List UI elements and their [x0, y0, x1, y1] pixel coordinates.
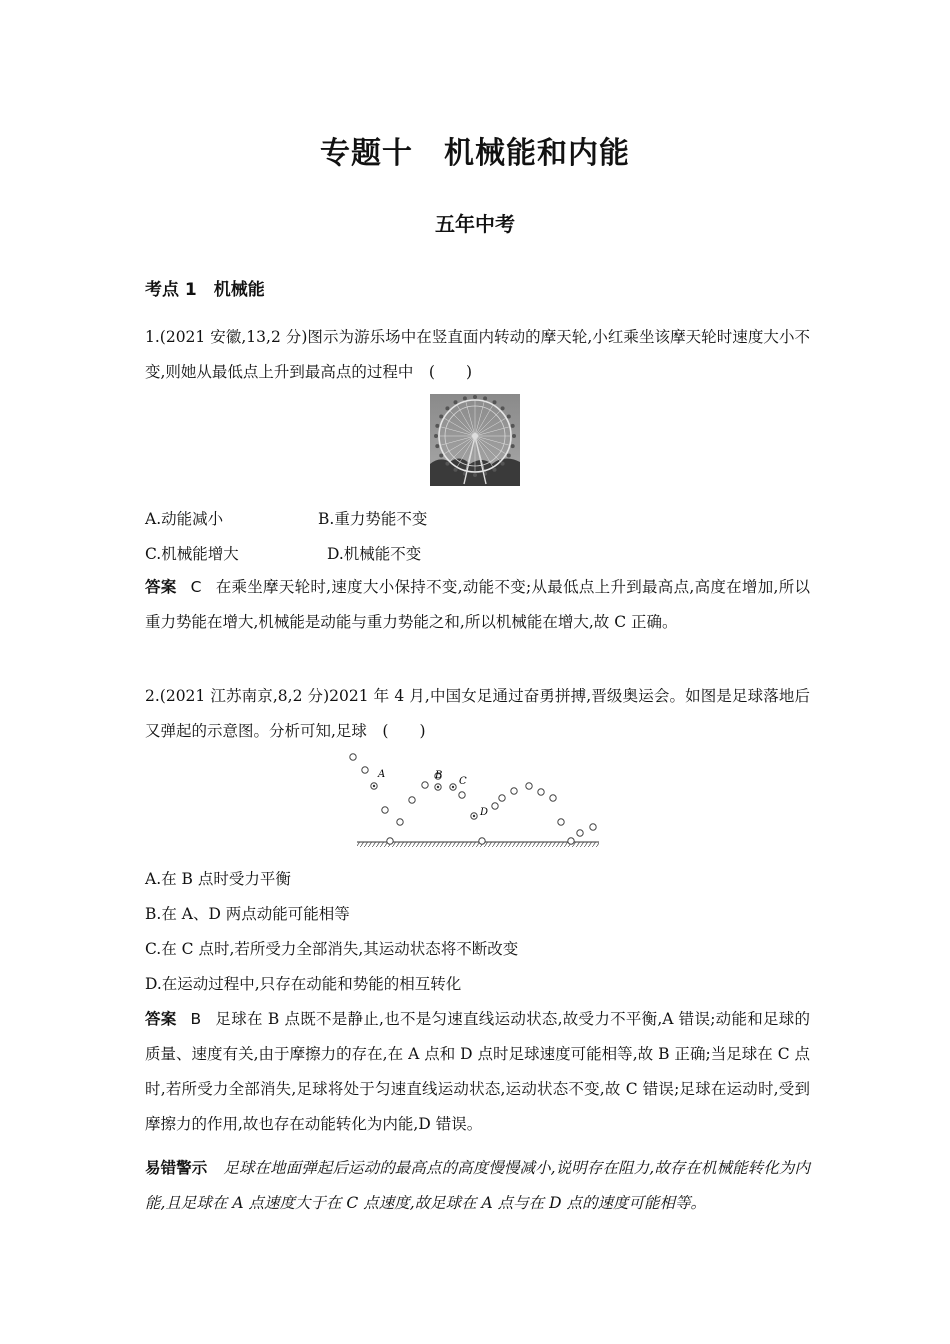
ball-position — [492, 803, 498, 809]
ball-position — [362, 767, 368, 773]
q1-option-a: A.动能减小 — [145, 510, 224, 528]
ferris-wheel-cabin — [507, 454, 511, 458]
ferris-wheel-cabin — [463, 396, 467, 400]
q1-answer-letter: C — [190, 578, 202, 596]
ferris-wheel-cabin — [501, 462, 505, 466]
ferris-wheel-cabin — [511, 424, 515, 428]
q2-option-d: D.在运动过程中,只存在动能和势能的相互转化 — [145, 975, 462, 993]
ferris-wheel-cabin — [512, 434, 516, 438]
page-subtitle: 五年中考 — [435, 212, 515, 236]
label-c: C — [459, 776, 467, 787]
ferris-wheel-cabin — [435, 424, 439, 428]
ball-position — [409, 797, 415, 803]
q2-answer-label: 答案 — [145, 1010, 177, 1028]
bouncing-ball-diagram — [345, 750, 605, 850]
ball-position — [526, 783, 532, 789]
section-heading: 考点 1 机械能 — [145, 280, 265, 300]
q1-answer — [145, 570, 810, 640]
label-a: A — [378, 769, 386, 780]
q2-answer-letter: B — [190, 1010, 202, 1028]
question-2-stem: 2.(2021 江苏南京,8,2 分)2021 年 4 月,中国女足通过奋勇拼搏,晋级奥运会。如图是足球落地后又弹起的示意图。分析可知,足球 ( ) — [145, 687, 810, 740]
ferris-wheel-cabin — [439, 415, 443, 419]
page-title: 专题十 机械能和内能 — [320, 136, 630, 171]
q2-option-b: B.在 A、D 两点动能可能相等 — [145, 905, 350, 923]
ball-position — [568, 838, 574, 844]
q1-option-d: D.机械能不变 — [327, 545, 422, 563]
q1-answer-label: 答案 — [145, 578, 177, 596]
ball-position — [387, 838, 393, 844]
ferris-wheel-cabin — [434, 434, 438, 438]
q2-answer-text: 足球在 B 点既不是静止,也不是匀速直线运动状态,故受力不平衡,A 错误;动能和足球的质量、速度有关,由于摩擦力的存在,在 A 点和 D 点时足球速度可能相等,故 B 正确;当足球在 C 点时,若所受力全部消失,足球将处于匀速直线运动状态,运动状态不变,故 C 错误;足球在运动时,受到摩擦力的作用,故也存在动能转化为内能,D 错误。 — [145, 1010, 810, 1133]
ball-position — [397, 819, 403, 825]
ferris-wheel-cabin — [511, 444, 515, 448]
ball-position — [511, 788, 517, 794]
ferris-wheel-cabin — [507, 415, 511, 419]
ferris-wheel-cabin — [493, 468, 497, 472]
ferris-wheel-cabin — [473, 395, 477, 399]
ball-position — [382, 807, 388, 813]
label-b: B — [435, 770, 443, 781]
ball-position — [590, 824, 596, 830]
ball-position — [558, 819, 564, 825]
ball-position — [479, 838, 485, 844]
q2-option-c: C.在 C 点时,若所受力全部消失,其运动状态将不断改变 — [145, 940, 519, 958]
ferris-wheel-cabin — [473, 473, 477, 477]
q1-option-c: C.机械能增大 — [145, 545, 239, 563]
ferris-wheel-cabin — [483, 396, 487, 400]
label-d: D — [480, 807, 489, 818]
ferris-wheel-photo — [430, 394, 520, 486]
q1-answer-text: 在乘坐摩天轮时,速度大小保持不变,动能不变;从最低点上升到最高点,高度在增加,所以重力势能在增大,机械能是动能与重力势能之和,所以机械能在增大,故 C 正确。 — [145, 578, 810, 631]
ferris-wheel-cabin — [435, 444, 439, 448]
ball-position — [550, 795, 556, 801]
q1-option-b: B.重力势能不变 — [318, 510, 428, 528]
question-1-stem: 1.(2021 安徽,13,2 分)图示为游乐场中在竖直面内转动的摩天轮,小红乘坐该摩天轮时速度大小不变,则她从最低点上升到最高点的过程中 ( ) — [145, 328, 810, 381]
ball-position — [459, 792, 465, 798]
ferris-wheel-cabin — [454, 468, 458, 472]
ball-position — [422, 782, 428, 788]
q2-warning-text: 足球在地面弹起后运动的最高点的高度慢慢减小,说明存在阻力,故存在机械能转化为内能,且足球在 A 点速度大于在 C 点速度,故足球在 A 点与在 D 点的速度可能相等。 — [145, 1159, 810, 1212]
ferris-wheel-cabin — [445, 406, 449, 410]
ball-position — [577, 830, 583, 836]
ball-position — [499, 795, 505, 801]
ferris-wheel-cabin — [454, 400, 458, 404]
q2-answer — [145, 1002, 810, 1142]
q2-warning — [145, 1151, 810, 1221]
ferris-wheel-cabin — [493, 400, 497, 404]
ferris-wheel-cabin — [445, 462, 449, 466]
q2-warning-label: 易错警示 — [145, 1159, 208, 1177]
ferris-wheel-cabin — [439, 454, 443, 458]
ball-position — [538, 789, 544, 795]
ferris-wheel-cabin — [501, 406, 505, 410]
q2-option-a: A.在 B 点时受力平衡 — [145, 870, 291, 888]
ball-position — [350, 754, 356, 760]
